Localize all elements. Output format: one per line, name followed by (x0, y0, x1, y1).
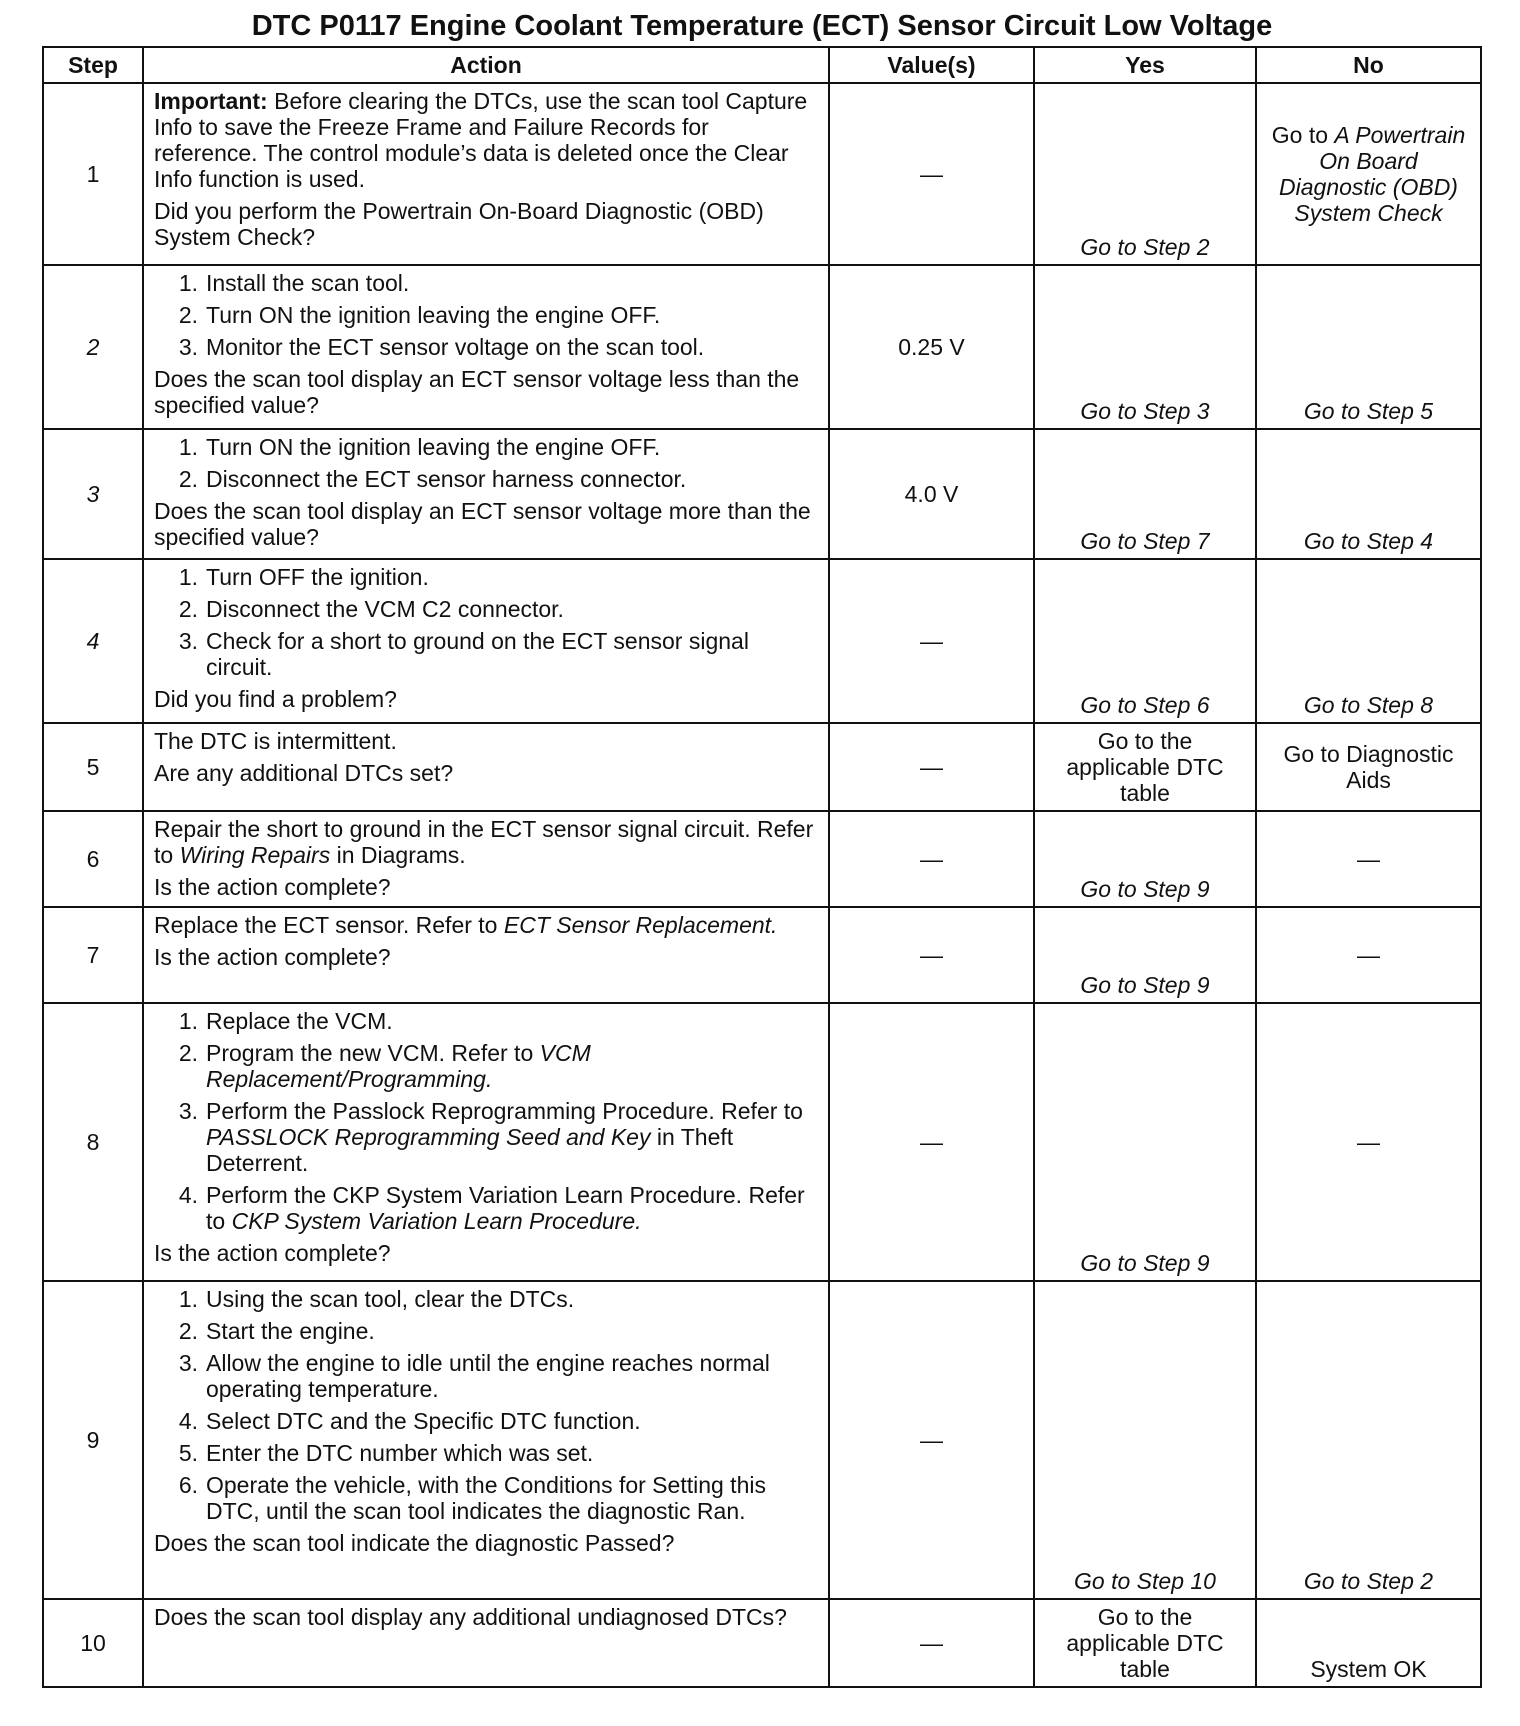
action-item: 1. Turn ON the ignition leaving the engine OFF. (178, 434, 661, 460)
table-row (43, 429, 1481, 559)
step-number: 9 (43, 1281, 143, 1599)
yes-cell: Go to the applicable DTC table (1034, 1599, 1256, 1687)
action-cell (143, 265, 829, 429)
dtc-table (42, 46, 1482, 1688)
table-row (43, 1003, 1481, 1281)
value-cell: — (829, 559, 1034, 723)
action-cell (143, 907, 829, 1003)
no-cell: Go to Step 2 (1256, 1281, 1481, 1599)
action-item: 2. Program the new VCM. Refer to VCM Replacement/Programming. (178, 1040, 591, 1092)
action-item: 3. Perform the Passlock Reprogramming Procedure. Refer to PASSLOCK Reprogramming Seed and Key in Theft Deterrent. (178, 1098, 803, 1176)
yes-cell: Go to Step 6 (1034, 559, 1256, 723)
action-item: 2. Disconnect the ECT sensor harness connector. (178, 466, 687, 492)
table-row (43, 1599, 1481, 1687)
step-question: Did you find a problem? (154, 686, 397, 712)
step-question: Did you perform the Powertrain On-Board Diagnostic (OBD) System Check? (154, 198, 764, 250)
action-item: 3. Monitor the ECT sensor voltage on the scan tool. (178, 334, 705, 360)
action-item: 3. Allow the engine to idle until the engine reaches normal operating temperature. (178, 1350, 770, 1402)
action-cell (143, 1281, 829, 1599)
reference-link: PASSLOCK Reprogramming Seed and Key (206, 1124, 651, 1150)
no-cell: — (1256, 811, 1481, 907)
step-number: 2 (43, 265, 143, 429)
header-no: No (1256, 47, 1481, 83)
no-cell: Go to Step 8 (1256, 559, 1481, 723)
reference-link: Wiring Repairs (179, 842, 331, 868)
reference-link: VCM Replacement/Programming. (206, 1040, 591, 1092)
action-item: 1. Replace the VCM. (178, 1008, 393, 1034)
no-cell: System OK (1256, 1599, 1481, 1687)
step-question: Does the scan tool display an ECT sensor voltage more than the specified value? (154, 498, 811, 550)
action-item: 2. Disconnect the VCM C2 connector. (178, 596, 564, 622)
step-question: Is the action complete? (154, 944, 391, 970)
no-link: A Powertrain On Board Diagnostic (OBD) System Check (1279, 122, 1466, 226)
action-cell (143, 1003, 829, 1281)
action-text: The DTC is intermittent. (154, 728, 397, 754)
yes-cell: Go to Step 9 (1034, 1003, 1256, 1281)
important-label: Important: (154, 88, 268, 114)
yes-cell: Go to Step 3 (1034, 265, 1256, 429)
no-cell: Go to Diagnostic Aids (1256, 723, 1481, 811)
step-question: Does the scan tool indicate the diagnostic Passed? (154, 1530, 675, 1556)
step-question: Is the action complete? (154, 874, 391, 900)
action-item: 5. Enter the DTC number which was set. (178, 1440, 594, 1466)
step-number: 3 (43, 429, 143, 559)
value-cell: — (829, 1281, 1034, 1599)
header-row (43, 47, 1481, 83)
table-row (43, 811, 1481, 907)
reference-link: ECT Sensor Replacement. (503, 912, 778, 938)
step-number: 8 (43, 1003, 143, 1281)
yes-cell: Go to Step 10 (1034, 1281, 1256, 1599)
action-item: 1. Using the scan tool, clear the DTCs. (178, 1286, 575, 1312)
step-question: Does the scan tool display any additional undiagnosed DTCs? (154, 1604, 787, 1630)
yes-cell: Go to the applicable DTC table (1034, 723, 1256, 811)
no-cell: Go to Step 4 (1256, 429, 1481, 559)
action-cell (143, 811, 829, 907)
action-item: 2. Start the engine. (178, 1318, 375, 1344)
action-cell (143, 1599, 829, 1687)
header-action: Action (143, 47, 829, 83)
action-cell (143, 83, 829, 265)
action-item: 3. Check for a short to ground on the ECT sensor signal circuit. (178, 628, 749, 680)
value-cell: — (829, 1599, 1034, 1687)
action-cell (143, 429, 829, 559)
action-text: Replace the ECT sensor. Refer to ECT Sensor Replacement. (154, 912, 778, 938)
table-row (43, 559, 1481, 723)
step-number: 7 (43, 907, 143, 1003)
action-cell (143, 559, 829, 723)
table-row (43, 83, 1481, 265)
action-item: 4. Perform the CKP System Variation Learn Procedure. Refer to CKP System Variation Learn Procedure. (178, 1182, 805, 1234)
step-number: 6 (43, 811, 143, 907)
table-row (43, 723, 1481, 811)
reference-link: CKP System Variation Learn Procedure. (231, 1208, 642, 1234)
action-item: 4. Select DTC and the Specific DTC function. (178, 1408, 641, 1434)
action-cell (143, 723, 829, 811)
action-item: 1. Turn OFF the ignition. (178, 564, 429, 590)
step-question: Does the scan tool display an ECT sensor voltage less than the specified value? (154, 366, 800, 418)
value-cell: — (829, 1003, 1034, 1281)
step-question: Is the action complete? (154, 1240, 391, 1266)
table-row (43, 907, 1481, 1003)
value-cell: — (829, 811, 1034, 907)
action-item: 1. Install the scan tool. (178, 270, 410, 296)
step-number: 5 (43, 723, 143, 811)
yes-cell: Go to Step 7 (1034, 429, 1256, 559)
header-yes: Yes (1034, 47, 1256, 83)
no-cell: Go to Step 5 (1256, 265, 1481, 429)
step-question: Are any additional DTCs set? (154, 760, 454, 786)
value-cell: — (829, 723, 1034, 811)
table-row (43, 1281, 1481, 1599)
value-cell: — (829, 907, 1034, 1003)
value-cell: 4.0 V (829, 429, 1034, 559)
table-row (43, 265, 1481, 429)
yes-cell: Go to Step 9 (1034, 907, 1256, 1003)
no-prefix: Go to (1271, 122, 1335, 148)
step-number: 4 (43, 559, 143, 723)
step-number: 10 (43, 1599, 143, 1687)
value-cell: 0.25 V (829, 265, 1034, 429)
action-item: 2. Turn ON the ignition leaving the engine OFF. (178, 302, 661, 328)
yes-cell: Go to Step 2 (1034, 83, 1256, 265)
page-title: DTC P0117 Engine Coolant Temperature (ECT) Sensor Circuit Low Voltage (251, 10, 1273, 42)
yes-cell: Go to Step 9 (1034, 811, 1256, 907)
action-text: Repair the short to ground in the ECT sensor signal circuit. Refer to Wiring Repairs in Diagrams. (154, 816, 814, 868)
value-cell: — (829, 83, 1034, 265)
header-values: Value(s) (829, 47, 1034, 83)
no-cell: — (1256, 907, 1481, 1003)
action-item: 6. Operate the vehicle, with the Conditions for Setting this DTC, until the scan tool indicates the diagnostic Ran. (178, 1472, 766, 1524)
step-number: 1 (43, 83, 143, 265)
important-text: Before clearing the DTCs, use the scan tool Capture Info to save the Freeze Frame and Failure Records for reference. The control module’s data is deleted once the Clear Info function is used. (154, 88, 808, 192)
no-cell: — (1256, 1003, 1481, 1281)
no-cell (1256, 83, 1481, 265)
header-step: Step (43, 47, 143, 83)
